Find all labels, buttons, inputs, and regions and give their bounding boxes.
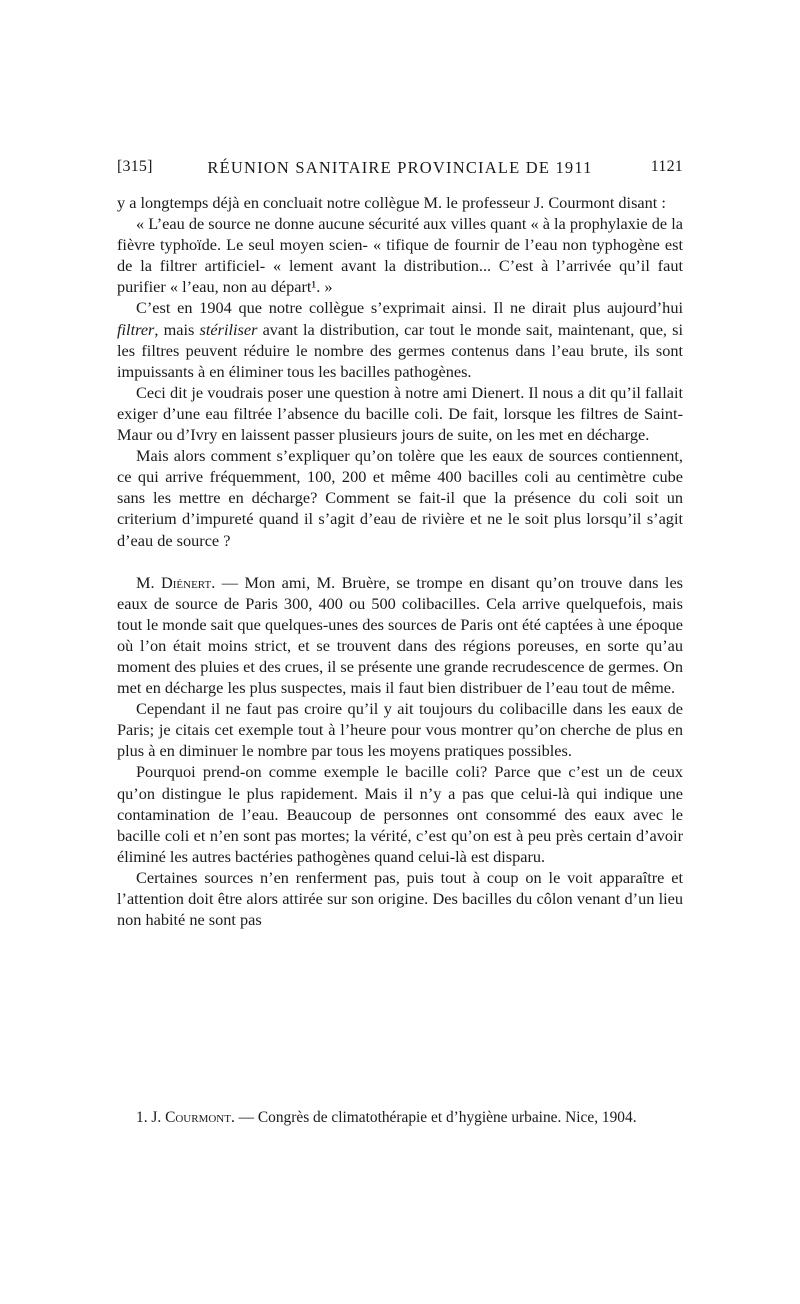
text-run: avant la distribution, car tout le monde sait, maintenant, que, si les filtres peuvent réduire le nombre des germes contenus dans l’eau brute, ils sont impuissants à en éliminer tous les bacilles pathogènes. — [117, 319, 683, 381]
text-run: C’est en 1904 que notre collègue s’exprimait ainsi. Il ne dirait plus aujourd’hui — [136, 298, 683, 318]
paragraph-question: Ceci dit je voudrais poser une question à notre ami Dienert. Il nous a dit qu’il fallait exiger d’une eau filtrée l’absence du bacille coli. De fait, lorsque les filtres de Saint-Maur ou d’Ivry en laissent passer plusieurs jours de suite, on les met en décharge. — [117, 382, 683, 445]
text-run: — Mon ami, M. Bruère, se trompe en disant qu’on trouve dans les eaux de source de Paris 300, 400 ou 500 colibacilles. Cela arrive quelquefois, mais tout le monde sait que quelques-unes des sources de Paris ont été captées à une époque où l’on était moins strict, et se trouvent dans des régions poreuses, en sorte qu’au moment des pluies et des crues, il se présente une grande recrudescence de germes. On met en décharge les plus suspectes, mais il faut bien distribuer de l’eau tout de même. — [117, 572, 684, 698]
footnote-body: — Congrès de climatothérapie et d’hygiène urbaine. Nice, 1904. — [234, 1109, 637, 1126]
paragraph-cependant: Cependant il ne faut pas croire qu’il y ait toujours du colibacille dans les eaux de Paris; je citais cet exemple tout à l’heure pour vous montrer qu’on cherche de plus en plus à en diminuer le nombre par tous les moyens pratiques possibles. — [117, 699, 683, 761]
footnote-text — [117, 1108, 683, 1128]
paragraph-filtrer — [117, 297, 683, 381]
paragraph-intro: y a longtemps déjà en concluait notre collègue M. le professeur J. Courmont disant : — [117, 193, 666, 212]
emphasis-steriliser: stériliser — [199, 319, 258, 339]
running-header — [117, 156, 683, 182]
footnote-author: Courmont. — [165, 1109, 235, 1126]
paragraph-quote: « L’eau de source ne donne aucune sécurité aux villes quant « à la prophylaxie de la fièvre typhoïde. Le seul moyen scien- « tifique de fournir de l’eau non typhogène est de la filtrer artificiel- « lement avant la distribution... C’est à l’arrivée qu’il faut purifier « l’eau, non au départ¹. » — [117, 214, 683, 297]
body-text — [117, 192, 683, 930]
paragraph-pourquoi: Pourquoi prend-on comme exemple le bacille coli? Parce que c’est un de ceux qu’on distingue le plus rapidement. Mais il n’y a pas que celui-là qui indique une contamination de l’eau. Beaucoup de personnes ont consommé des eaux avec le bacille coli et n’en sont pas mortes; la vérité, c’est qu’on est à peu près certain d’avoir éliminé les autres bactéries pathogènes quand celui-là est disparu. — [117, 762, 683, 866]
paragraph-certaines: Certaines sources n’en renferment pas, puis tout à coup on le voit apparaître et l’attention doit être alors attirée sur son origine. Des bacilles du côlon venant d’un lieu non habité ne sont pas — [117, 867, 683, 930]
page-label-left: [315] — [117, 158, 153, 175]
footnote-marker: 1. J. — [136, 1109, 166, 1126]
paragraph-sources: Mais alors comment s’expliquer qu’on tolère que les eaux de sources contiennent, ce qui arrive fréquemment, 100, 200 et même 400 bacilles coli au centimètre cube sans les mettre en décharge? Comment se fait-il que la présence du coli soit un criterium d’impureté quand il s’agit d’eau de rivière et ne le soit plus lorsqu’il s’agit d’eau de source ? — [117, 446, 683, 550]
paragraph-spacer — [117, 551, 683, 572]
text-run: , mais — [154, 319, 200, 339]
speaker-name: M. Diénert. — [136, 572, 216, 592]
page-number: 1121 — [650, 158, 683, 175]
paragraph-dienert — [117, 572, 683, 699]
running-title: RÉUNION SANITAIRE PROVINCIALE DE 1911 — [207, 158, 593, 177]
footnote — [117, 1108, 683, 1128]
emphasis-filtrer: filtrer — [117, 319, 155, 339]
